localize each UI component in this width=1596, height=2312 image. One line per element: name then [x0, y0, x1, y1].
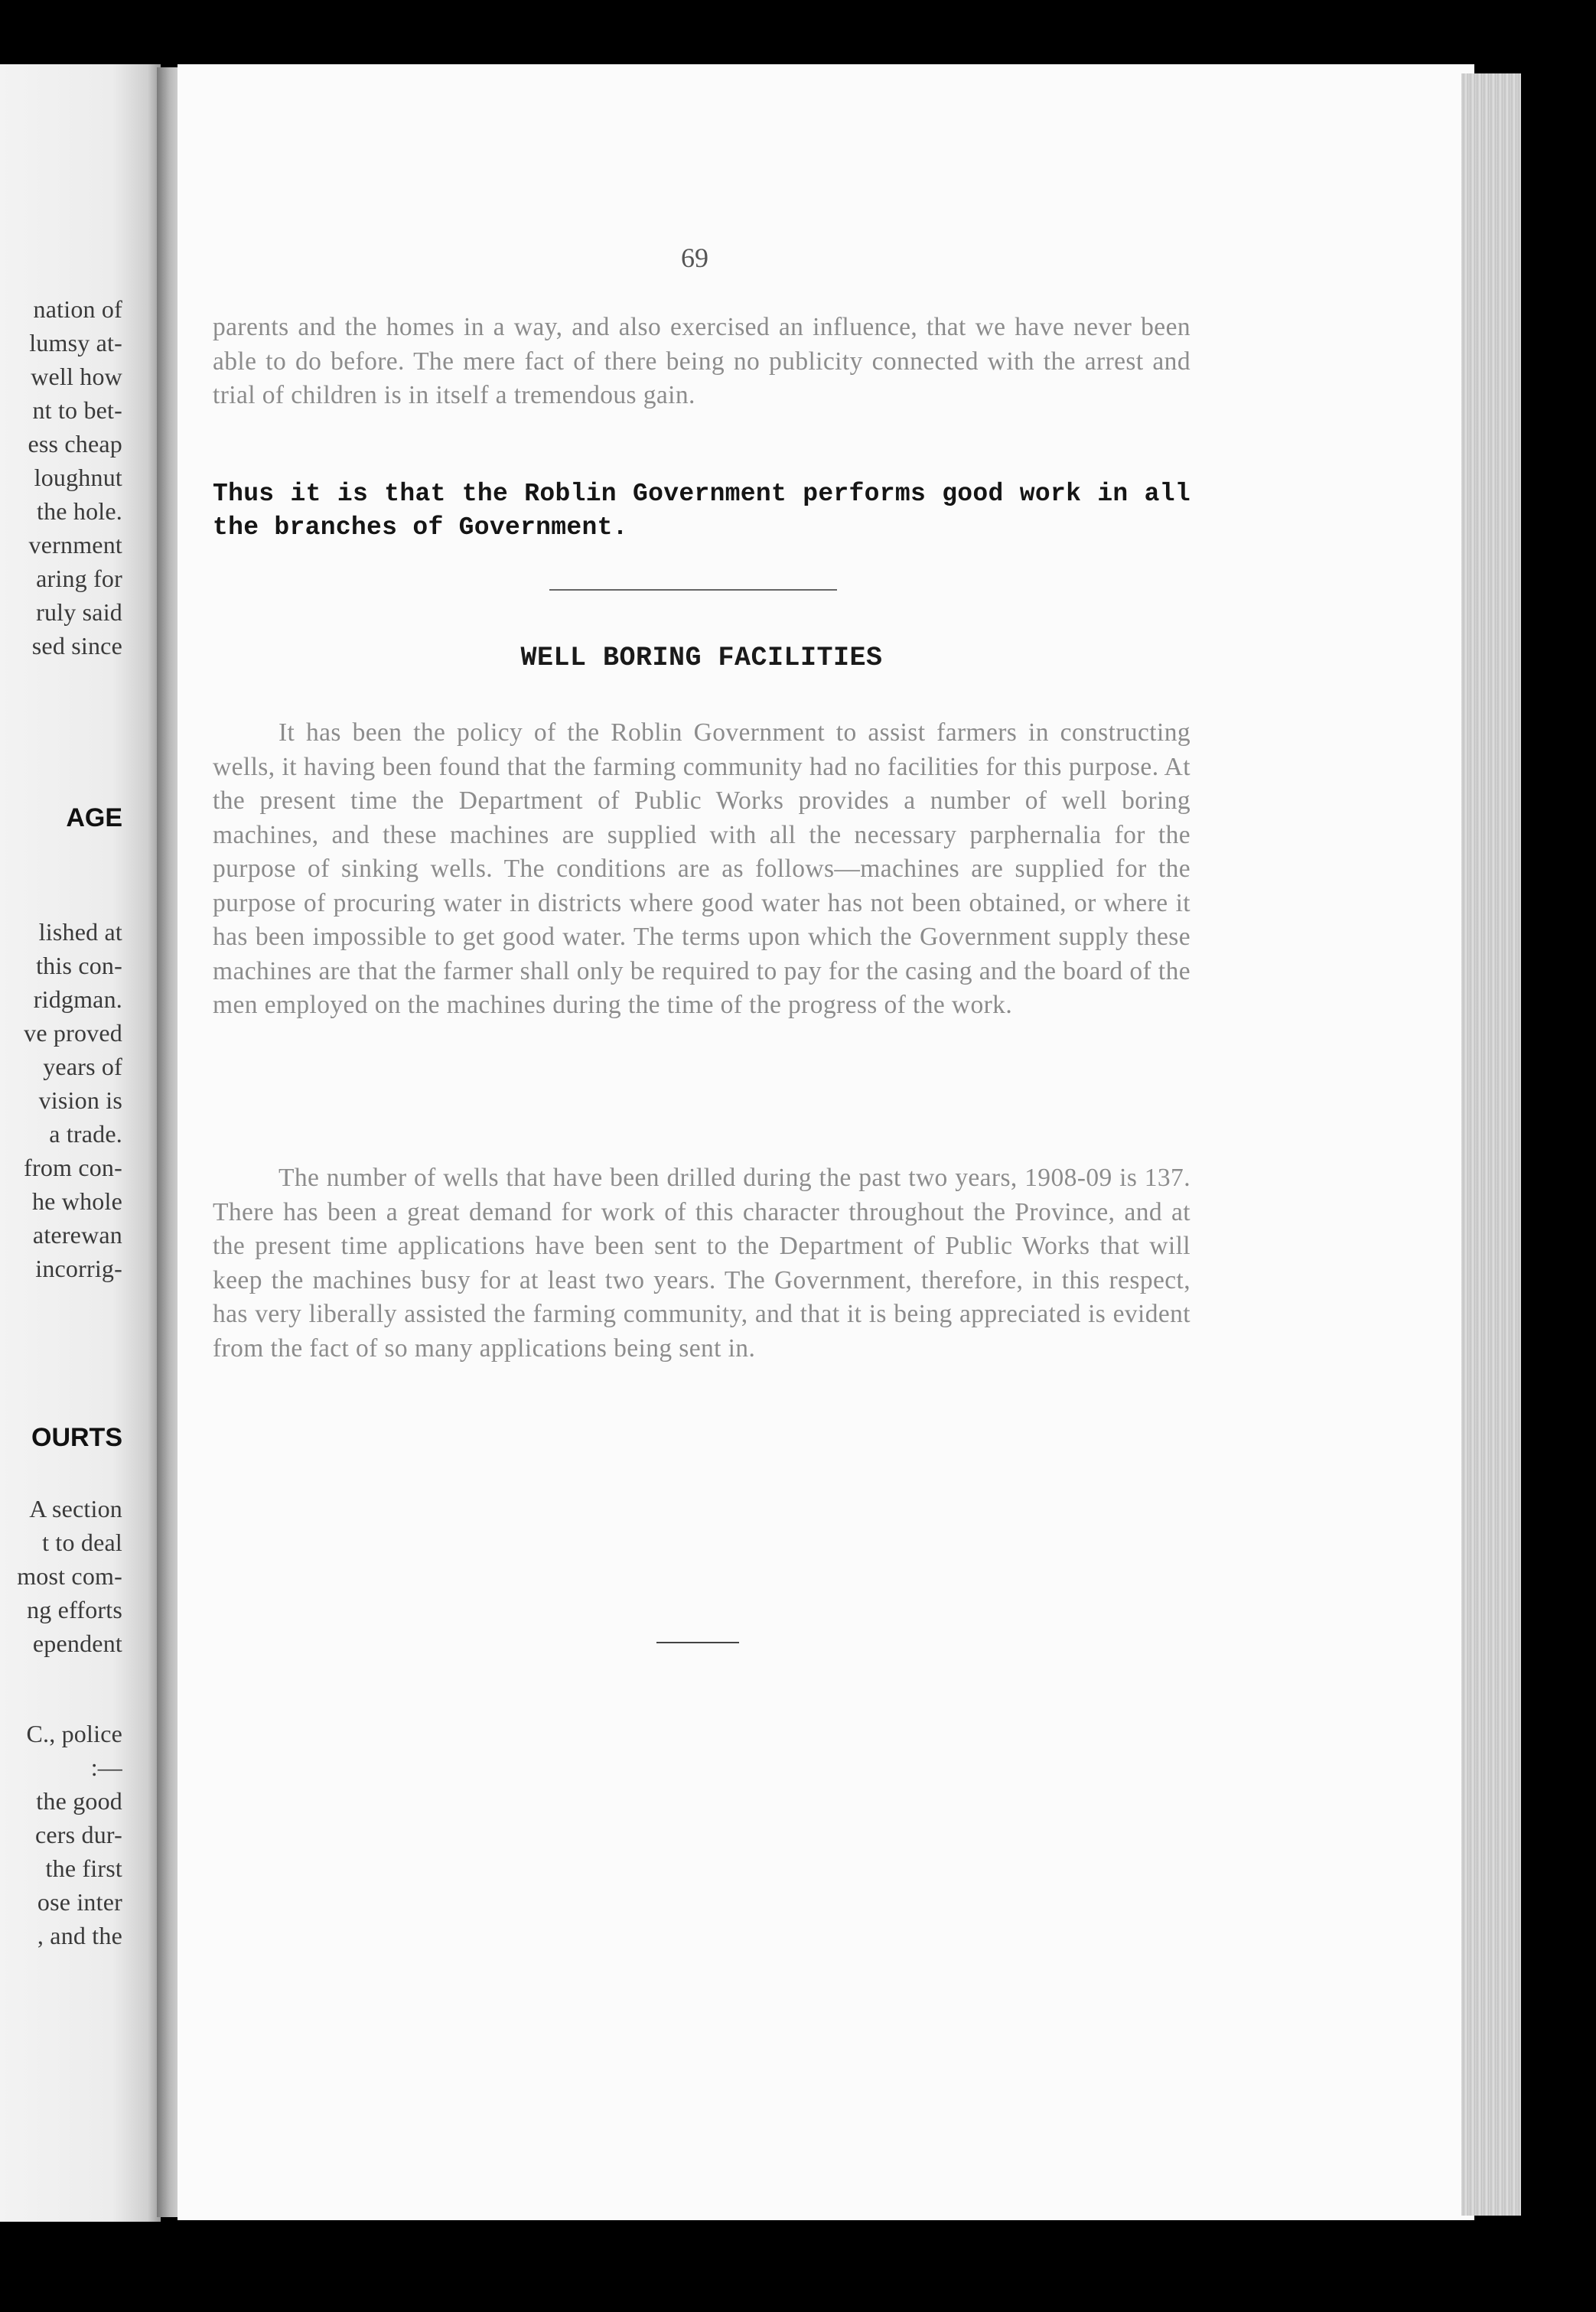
page-number: 69: [681, 243, 708, 273]
left-page-line: nation of: [33, 295, 122, 323]
left-page-line: the hole.: [37, 497, 122, 525]
left-page-line: ridgman.: [33, 985, 122, 1013]
left-page-line: ose inter: [37, 1888, 122, 1916]
left-page-line: vernment: [28, 531, 122, 558]
left-page-line: most com-: [17, 1562, 122, 1590]
section-divider: [549, 589, 837, 591]
left-page-line: loughnut: [34, 464, 122, 491]
left-page-line: from con-: [24, 1154, 122, 1181]
left-page-line: well how: [31, 363, 122, 390]
left-page-line: sed since: [31, 632, 122, 659]
section-heading: WELL BORING FACILITIES: [520, 643, 883, 673]
left-page-heading: AGE: [66, 803, 122, 832]
left-page-line: the first: [45, 1854, 122, 1882]
bold-statement: Thus it is that the Roblin Government performs good work in all the branches of Government.: [213, 480, 1190, 542]
left-page-line: this con-: [36, 952, 122, 979]
left-page-line: ve proved: [24, 1019, 122, 1047]
left-page-line: vision is: [38, 1086, 122, 1114]
left-page-line: ess cheap: [28, 430, 122, 458]
left-page-heading: OURTS: [31, 1423, 122, 1452]
left-page-line: t to deal: [42, 1529, 122, 1556]
body-paragraph: [213, 1161, 1190, 1366]
left-page-line: a trade.: [49, 1120, 122, 1148]
left-page-line: ependent: [32, 1630, 122, 1657]
left-facing-page: [0, 64, 161, 2222]
left-page-line: the good: [36, 1787, 122, 1815]
paragraph-text: The number of wells that have been drilled during the past two years, 1908-09 is 137. There has been a great demand for work of this character throughout the Province, and at the present time applications have been sent to the Department of Public Works that will keep the machines busy for at least two years. The Government, therefore, in this respect, has very liberally assisted the farming community, and that it is being appreciated is evident from the fact of so many applications being sent in.: [213, 1164, 1190, 1363]
left-page-line: C., police: [26, 1720, 122, 1747]
body-paragraph: [213, 716, 1190, 1023]
left-page-line: A section: [29, 1495, 122, 1522]
left-page-line: incorrig-: [35, 1255, 122, 1282]
left-page-line: lumsy at-: [29, 329, 122, 357]
left-page-line: ruly said: [36, 598, 122, 626]
left-page-line: years of: [43, 1053, 122, 1080]
left-page-line: ng efforts: [27, 1596, 122, 1623]
left-page-line: aring for: [36, 565, 122, 592]
end-ornament-rule: [656, 1642, 739, 1643]
left-page-line: cers dur-: [35, 1821, 122, 1848]
left-page-line: nt to bet-: [32, 396, 122, 424]
left-page-line: aterewan: [32, 1221, 122, 1249]
paragraph-text: It has been the policy of the Roblin Government to assist farmers in constructing wells, it having been found that the farming community had no facilities for this purpose. At the present time the Department of Public Works provides a number of well boring machines, and these machines are supplied with all the necessary parphernalia for the purpose of sinking wells. The conditions are as follows—machines are supplied for the purpose of procuring water in districts where good water has not been obtained, or where it has been impossible to get good water. The terms upon which the Government supply these machines are that the farmer shall only be required to pay for the casing and the board of the men employed on the machines during the time of the progress of the work.: [213, 718, 1190, 1019]
page-edges: [1461, 73, 1521, 2216]
left-page-line: lished at: [38, 918, 122, 946]
intro-paragraph: parents and the homes in a way, and also exercised an influence, that we have never been able to do before. The mere fact of there being no publicity connected with the arrest and trial of children is in itself a tremendous gain.: [213, 313, 1190, 409]
left-page-line: , and the: [37, 1922, 122, 1949]
left-page-line: he whole: [31, 1187, 122, 1215]
left-page-line: :—: [90, 1754, 122, 1781]
